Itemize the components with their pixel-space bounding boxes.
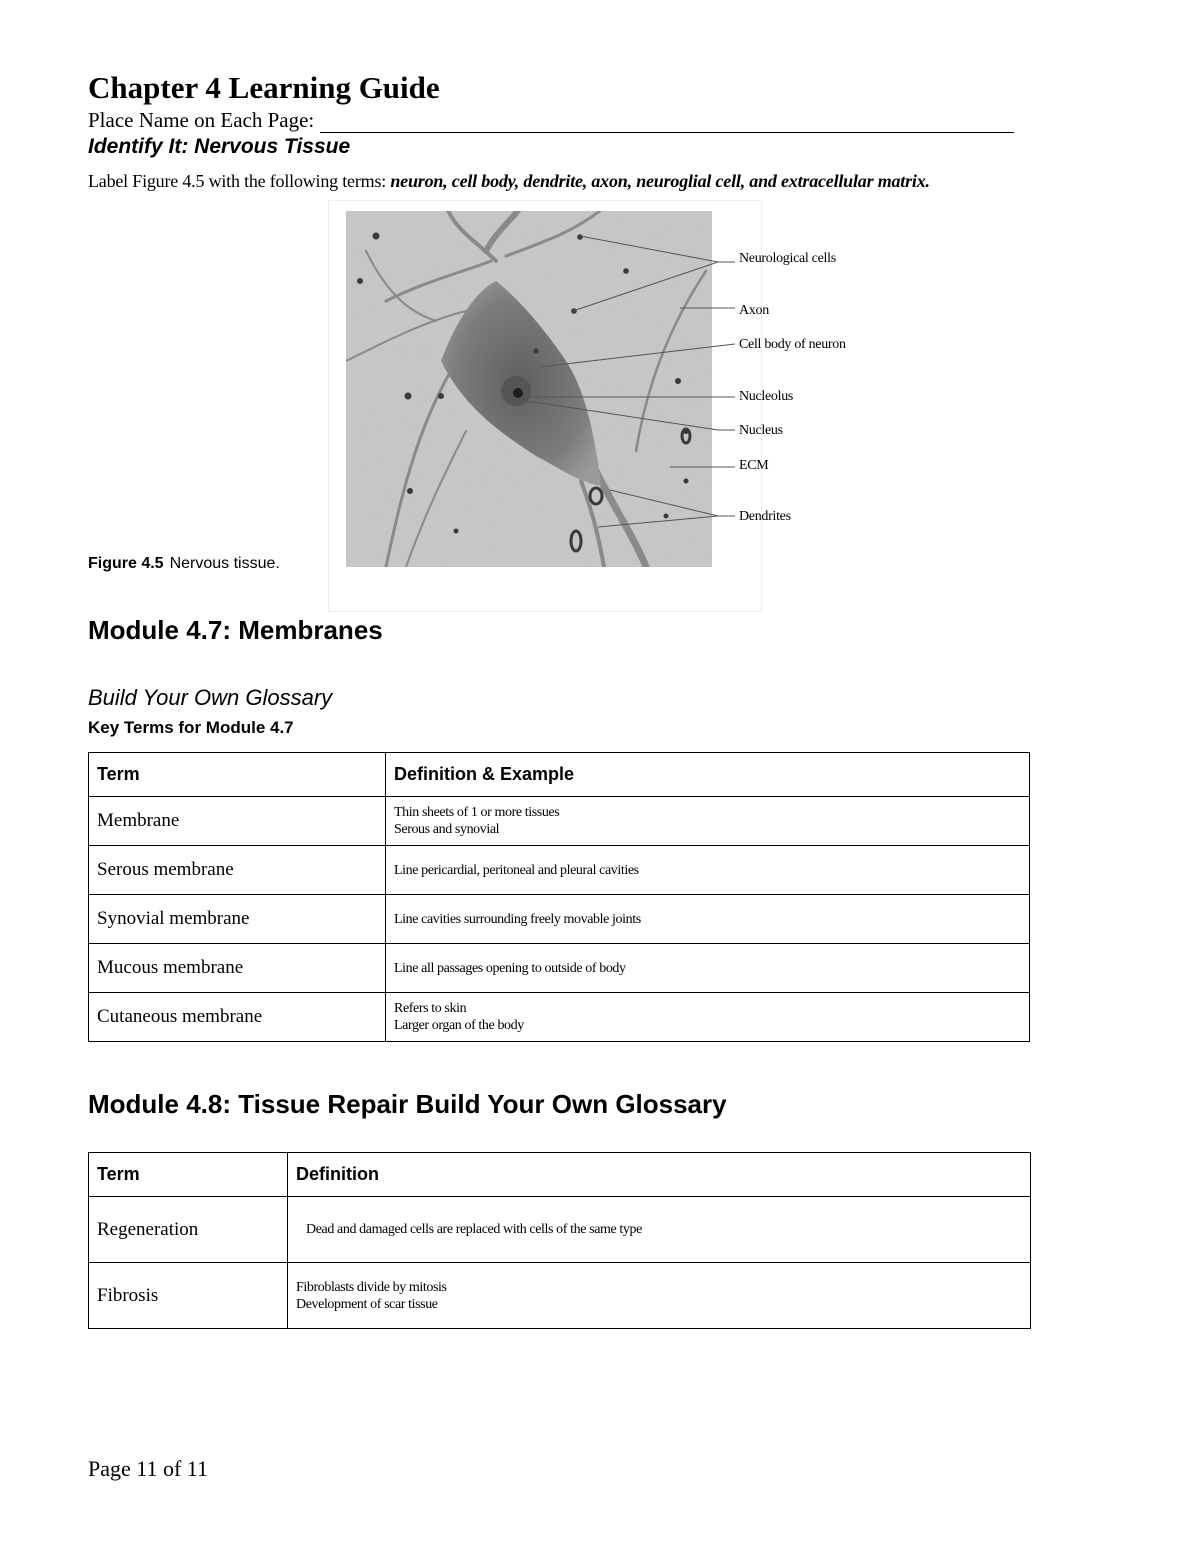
table-header-row xyxy=(89,1153,1031,1197)
definition-line: Line all passages opening to outside of body xyxy=(394,960,626,976)
page-number: Page 11 of 11 xyxy=(88,1456,208,1481)
definition-line: Serous and synovial xyxy=(394,822,500,837)
table-row xyxy=(89,797,1030,846)
glossary-table-4-8 xyxy=(88,1152,1031,1329)
definition-cell xyxy=(386,797,1030,846)
label-nucleolus: Nucleolus xyxy=(739,389,794,404)
definition-cell xyxy=(386,895,1030,944)
table-row xyxy=(89,895,1030,944)
figure-caption xyxy=(88,555,280,573)
term-cell: Mucous membrane xyxy=(89,944,386,993)
column-header-definition: Definition & Example xyxy=(386,753,1030,797)
definition-cell xyxy=(288,1197,1031,1263)
table-row xyxy=(89,993,1030,1042)
term-cell: Serous membrane xyxy=(89,846,386,895)
table-row xyxy=(89,1197,1031,1263)
definition-line: Larger organ of the body xyxy=(394,1018,524,1033)
name-prompt-label: Place Name on Each Page: xyxy=(88,108,315,132)
term-cell: Fibrosis xyxy=(89,1263,288,1329)
name-blank-line xyxy=(320,112,1014,133)
label-nucleus: Nucleus xyxy=(739,423,783,438)
definition-line: Line pericardial, peritoneal and pleural cavities xyxy=(394,862,639,878)
glossary-table-4-7 xyxy=(88,752,1030,1042)
definition-line: Fibroblasts divide by mitosis xyxy=(296,1279,447,1295)
key-terms-heading: Key Terms for Module 4.7 xyxy=(88,718,294,737)
label-dendrites: Dendrites xyxy=(739,509,791,524)
label-neurological-cells: Neurological cells xyxy=(739,251,836,266)
term-cell: Membrane xyxy=(89,797,386,846)
label-axon: Axon xyxy=(739,303,769,318)
figure-caption-text: Nervous tissue. xyxy=(169,555,280,572)
label-ecm: ECM xyxy=(739,458,769,473)
term-cell: Regeneration xyxy=(89,1197,288,1263)
definition-cell xyxy=(288,1263,1031,1329)
page-title: Chapter 4 Learning Guide xyxy=(88,70,440,105)
term-cell: Cutaneous membrane xyxy=(89,993,386,1042)
table-header-row xyxy=(89,753,1030,797)
definition-line: Thin sheets of 1 or more tissues xyxy=(394,805,560,820)
glossary-heading: Build Your Own Glossary xyxy=(88,685,333,710)
module-4-8-heading: Module 4.8: Tissue Repair Build Your Own Glossary xyxy=(88,1089,727,1119)
label-cell-body: Cell body of neuron xyxy=(739,337,846,352)
definition-cell xyxy=(386,993,1030,1042)
definition-cell xyxy=(386,944,1030,993)
table-row xyxy=(89,1263,1031,1329)
term-cell: Synovial membrane xyxy=(89,895,386,944)
column-header-definition: Definition xyxy=(288,1153,1031,1197)
table-row xyxy=(89,944,1030,993)
definition-cell xyxy=(386,846,1030,895)
instruction-terms: neuron, cell body, dendrite, axon, neuroglial cell, and extracellular matrix. xyxy=(390,171,930,191)
figure-instruction xyxy=(88,171,930,192)
definition-line: Development of scar tissue xyxy=(296,1296,438,1312)
column-header-term: Term xyxy=(89,1153,288,1197)
definition-line: Dead and damaged cells are replaced with cells of the same type xyxy=(306,1222,642,1237)
definition-line: Refers to skin xyxy=(394,1001,467,1016)
name-prompt xyxy=(88,108,1014,133)
figure-number: Figure 4.5 xyxy=(88,555,164,572)
column-header-term: Term xyxy=(89,753,386,797)
nervous-tissue-micrograph xyxy=(346,211,712,567)
definition-line: Line cavities surrounding freely movable joints xyxy=(394,911,641,927)
module-4-7-heading: Module 4.7: Membranes xyxy=(88,615,383,645)
table-row xyxy=(89,846,1030,895)
identify-heading: Identify It: Nervous Tissue xyxy=(88,135,351,158)
instruction-lead: Label Figure 4.5 with the following terms: xyxy=(88,171,391,191)
